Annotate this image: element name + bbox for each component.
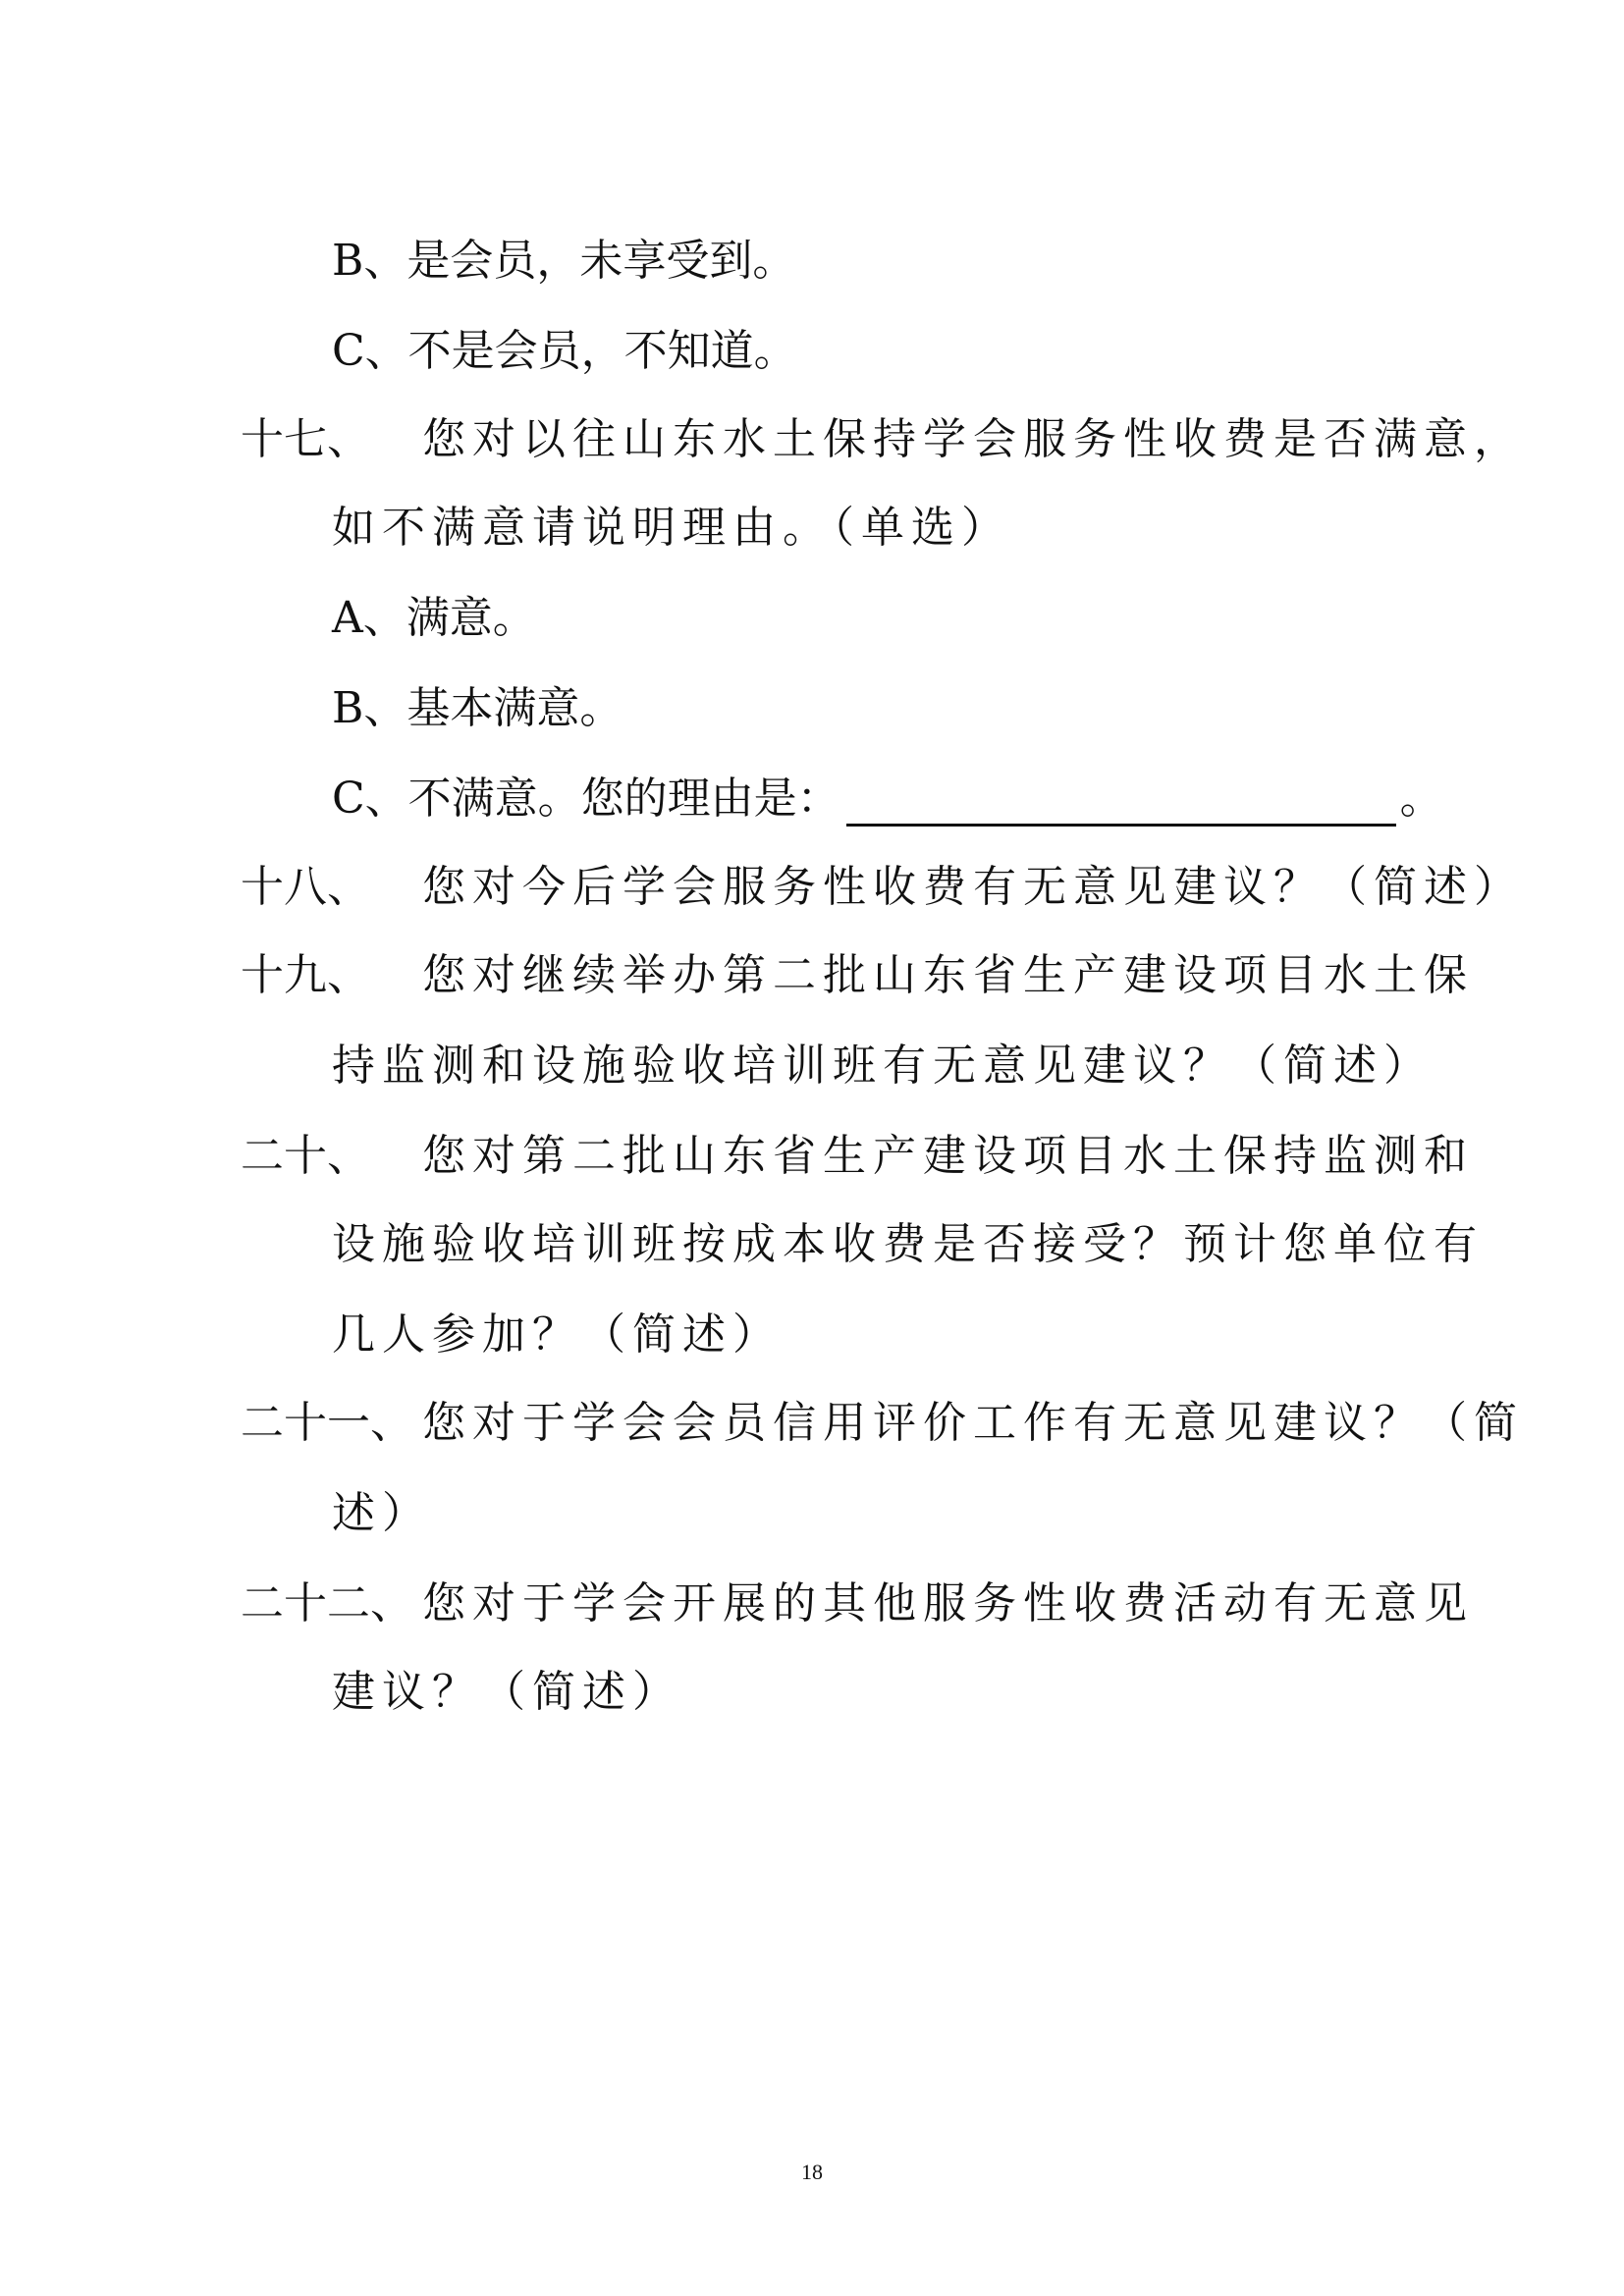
- option-b-member-not-enjoyed: B、是会员，未享受到。: [332, 236, 796, 286]
- question-22-text-line2: 建议？（简述）: [332, 1667, 682, 1717]
- question-17-text-line1: 您对以往山东水土保持学会服务性收费是否满意，: [422, 414, 1524, 464]
- question-17-number: 十七、: [241, 414, 370, 464]
- question-21-number: 二十一、: [241, 1398, 413, 1448]
- question-18-number: 十八、: [241, 862, 370, 912]
- question-19-text-line2: 持监测和设施验收培训班有无意见建议？（简述）: [332, 1041, 1434, 1091]
- question-18-text-line1: 您对今后学会服务性收费有无意见建议？（简述）: [422, 862, 1524, 912]
- question-20-text-line2: 设施验收培训班按成本收费是否接受？预计您单位有: [332, 1219, 1484, 1269]
- question-19-number: 十九、: [241, 950, 370, 1000]
- question-17-option-c: [332, 772, 1443, 827]
- question-21-text-line1: 您对于学会会员信用评价工作有无意见建议？（简: [422, 1398, 1524, 1448]
- question-22-text-line1: 您对于学会开展的其他服务性收费活动有无意见: [422, 1578, 1474, 1629]
- question-21-text-line2: 述）: [332, 1488, 432, 1538]
- question-17-option-a: A、满意。: [332, 593, 536, 643]
- option-c-not-member: C、不是会员，不知道。: [332, 326, 797, 376]
- question-20-text-line1: 您对第二批山东省生产建设项目水土保持监测和: [422, 1131, 1474, 1181]
- reason-blank-line[interactable]: [846, 784, 1396, 827]
- question-19-text-line1: 您对继续举办第二批山东省生产建设项目水土保: [422, 950, 1474, 1000]
- question-17-option-c-period: 。: [1399, 774, 1443, 824]
- question-17-option-c-label: C、不满意。您的理由是：: [332, 774, 840, 824]
- question-17-text-line2: 如不满意请说明理由。（单选）: [332, 503, 1011, 553]
- question-17-option-b: B、基本满意。: [332, 683, 623, 733]
- question-22-number: 二十二、: [241, 1578, 413, 1629]
- question-20-number: 二十、: [241, 1131, 370, 1181]
- page-number: 18: [801, 2160, 823, 2184]
- question-20-text-line3: 几人参加？（简述）: [332, 1309, 783, 1360]
